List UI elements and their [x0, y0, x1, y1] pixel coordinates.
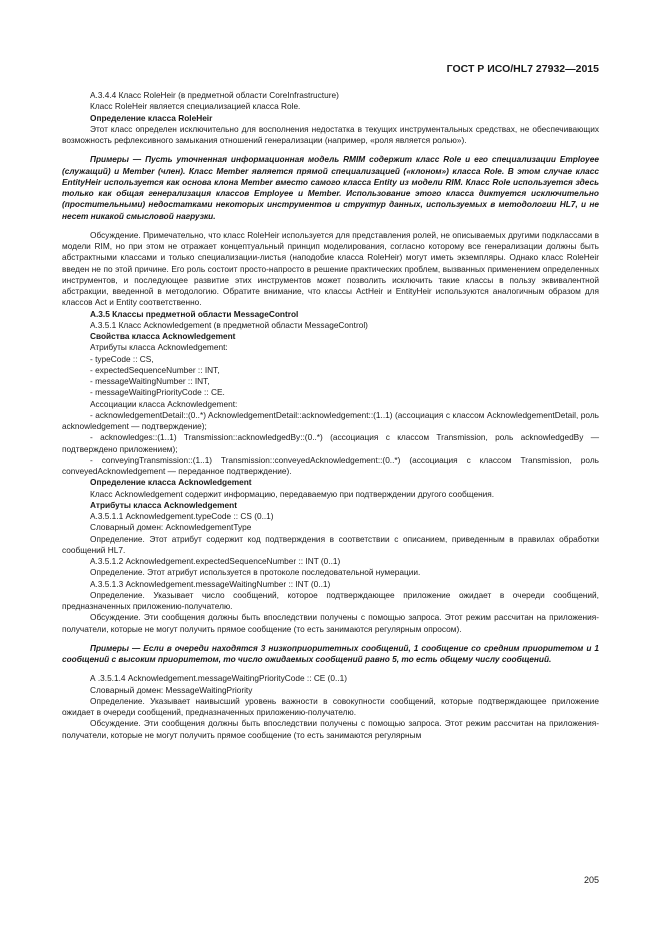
body-text: Ассоциации класса Acknowledgement:: [90, 398, 238, 409]
attribute-heading: А.3.5.1.1 Acknowledgement.typeCode :: CS (0..1): [90, 511, 274, 521]
page-body: [62, 90, 599, 741]
body-text: Класс Acknowledgement содержит информацию, передаваемую при подтверждении другого сообщения.: [90, 488, 495, 499]
section-heading: А.3.4.4 Класс RoleHeir (в предметной области CoreInfrastructure): [90, 90, 339, 100]
list-item: - messageWaitingPriorityCode :: CE.: [90, 387, 225, 398]
body-text: Обсуждение. Примечательно, что класс RoleHeir используется для представления ролей, не описываемых другими подклассами в модели RIM, но при этом не отражает концептуальный принцип моделирования, согласно которому все генерализации должны быть абстрактными классами и только специализации-листья (наподобие класса RoleHeir) могут иметь экземпляры. Однако класс RoleHeir введен не по этой причине. Его роль состоит просто-напросто в решение практических проблем, вызванных применением определенных инструментов, и последующее развитие этих инструментов может позволить исключить такие классы в пользу эквивалентной абстракции, введенной в методологию. Обратите внимание, что классы ActHeir и EntityHeir используются аналогичным образом для классов Act и Entity соответственно.: [62, 229, 599, 308]
body-text: Словарный домен: AcknowledgementType: [90, 522, 252, 533]
body-text: Определение. Указывает число сообщений, которое подтверждающее приложение ожидает в очереди сообщений, предназначенных приложению-получателю.: [62, 589, 599, 611]
body-text: Атрибуты класса Acknowledgement:: [90, 342, 228, 353]
subheading: Свойства класса Acknowledgement: [90, 331, 236, 341]
subheading: Определение класса RoleHeir: [90, 112, 213, 123]
list-item: - messageWaitingNumber :: INT,: [90, 376, 210, 386]
body-text: Этот класс определен исключительно для восполнения недостатка в текущих инструментальных средствах, не обеспечивающих возможность рефлексивного замыкания отношений генерализации (например, «роля является ролью»).: [62, 123, 599, 145]
section-heading: А.3.5.1 Класс Acknowledgement (в предметной области MessageControl): [90, 319, 368, 330]
body-text: Обсуждение. Эти сообщения должны быть впоследствии получены с помощью запроса. Этот режим рассчитан на приложения-получатели, которые не могут получить прямое сообщение (то есть занимаются регулярным: [62, 718, 599, 740]
attribute-heading: А.3.5.1.2 Acknowledgement.expectedSequenceNumber :: INT (0..1): [90, 556, 341, 566]
example-text: Примеры — Если в очереди находятся 3 низкоприоритетных сообщений, 1 сообщение со средним приоритетом и 1 сообщений с высоким приоритетом, то число ожидаемых сообщений равно 5, то есть общему числу сообщений.: [62, 642, 599, 664]
body-text: Обсуждение. Эти сообщения должны быть впоследствии получены с помощью запроса. Этот режим рассчитан на приложения-получатели, которые не могут получить прямое сообщение (то есть занимаются регулярным опросом).: [62, 612, 599, 634]
subheading: Атрибуты класса Acknowledgement: [90, 499, 237, 510]
list-item: - acknowledgementDetail::(0..*) AcknowledgementDetail::acknowledgement::(1..1) (ассоциация с классом AcknowledgementDetail, роль acknowledgement — подтверждение);: [62, 409, 599, 431]
body-text: Определение. Указывает наивысший уровень важности в совокупности сообщений, которые подтверждающее приложение ожидает в очереди сообщений, предназначенных приложению-получателю.: [62, 695, 599, 717]
page-number: 205: [583, 875, 599, 885]
body-text: Определение. Этот атрибут содержит код подтверждения в соответствии с описанием, приведенным в правилах обработки сообщений HL7.: [62, 533, 599, 555]
subheading: Определение класса Acknowledgement: [90, 477, 252, 488]
body-text: Класс RoleHeir является специализацией класса Role.: [90, 101, 301, 112]
list-item: - typeCode :: CS,: [90, 353, 154, 364]
body-text: Словарный домен: MessageWaitingPriority: [90, 684, 253, 695]
example-text: Примеры — Пусть уточненная информационная модель RMIM содержит класс Role и его специализации Employee (служащий) и Member (член). Класс Member является прямой специализацией («клоном») класса Role. В этом случае класс EntityHeir используется как основа клона Member вместо самого класса Entity из модели RIM. Класс Role используется здесь только как общая генерализация классов Employee и Member. Использование этого класса диктуется исключительно (простительными) недостатками некоторых инструментов и структур данных, используемых в методологии HL7, и не несет никакой смысловой нагрузки.: [62, 154, 599, 221]
list-item: - acknowledges::(1..1) Transmission::acknowledgedBy::(0..*) (ассоциация с классом Transmission, роль acknowledgedBy — подтверждено приложением);: [62, 432, 599, 454]
body-text: Определение. Этот атрибут используется в протоколе последовательной нумерации.: [90, 567, 421, 578]
section-heading: А.3.5 Классы предметной области MessageControl: [90, 308, 299, 319]
list-item: - conveyingTransmission::(1..1) Transmission::conveyedAcknowledgement::(0..*) (ассоциация с классом Transmission, роль conveyedAcknowledgement — переданное подтверждение).: [62, 454, 599, 476]
document-header: ГОСТ Р ИСО/HL7 27932—2015: [446, 63, 599, 75]
list-item: - expectedSequenceNumber :: INT,: [90, 364, 220, 375]
attribute-heading: А.3.5.1.3 Acknowledgement.messageWaitingNumber :: INT (0..1): [90, 578, 331, 589]
attribute-heading: А .3.5.1.4 Acknowledgement.messageWaitingPriorityCode :: CE (0..1): [90, 673, 348, 684]
